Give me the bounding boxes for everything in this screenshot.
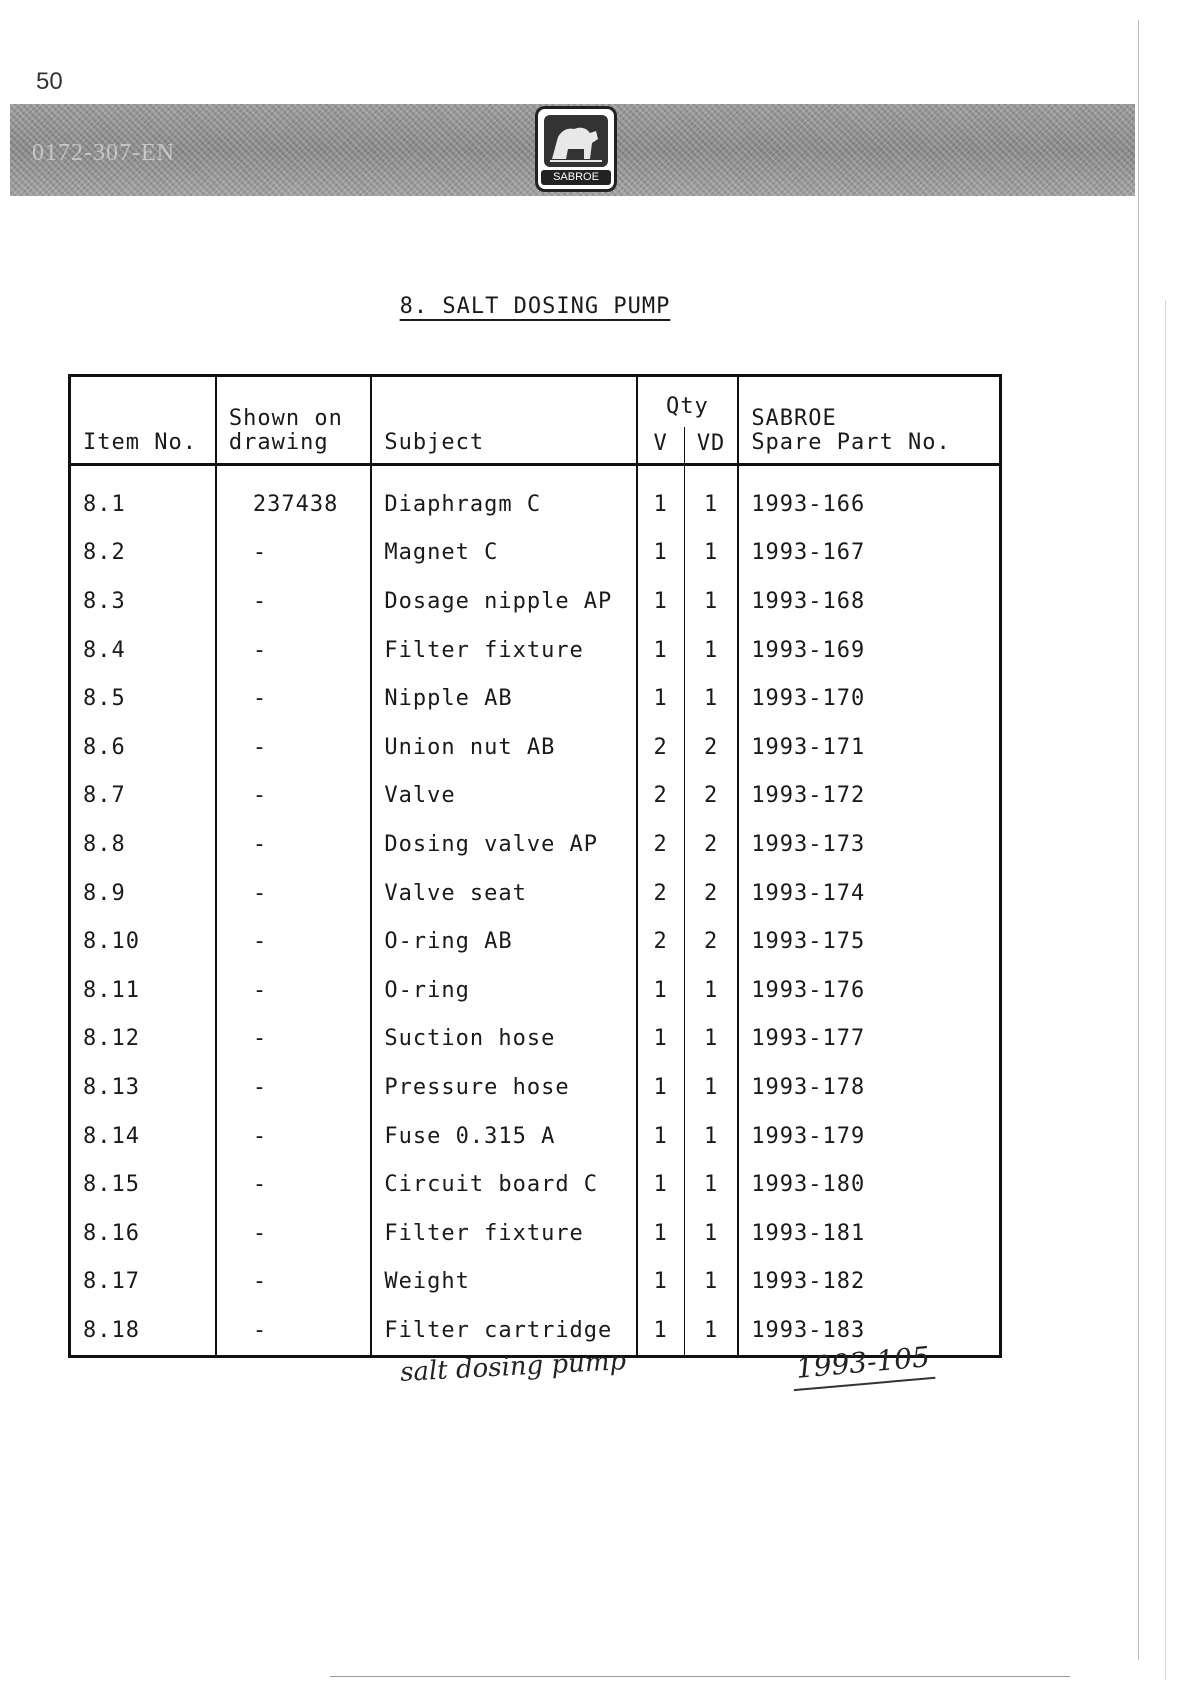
cell-qty-vd: 1 [684, 1112, 738, 1161]
table-row [70, 820, 1001, 869]
cell-spare-part-no: 1993-171 [738, 723, 1000, 772]
cell-shown-on-drawing: - [216, 966, 371, 1015]
cell-subject: Magnet C [371, 529, 636, 578]
cell-spare-part-no: 1993-182 [738, 1258, 1000, 1307]
cell-qty-vd: 1 [684, 1258, 738, 1307]
cell-subject: Suction hose [371, 1015, 636, 1064]
cell-subject: Filter cartridge [371, 1306, 636, 1356]
cell-qty-vd: 1 [684, 1306, 738, 1356]
cell-shown-on-drawing: - [216, 529, 371, 578]
cell-qty-v: 2 [637, 820, 685, 869]
cell-shown-on-drawing: - [216, 1063, 371, 1112]
table-row [70, 1258, 1001, 1307]
header-spare-part-no [738, 376, 1000, 465]
spare-parts-table-body [70, 465, 1001, 1357]
table-row [70, 1112, 1001, 1161]
cell-subject: Dosing valve AP [371, 820, 636, 869]
table-row [70, 772, 1001, 821]
cell-qty-v: 1 [637, 1112, 685, 1161]
cell-subject: Weight [371, 1258, 636, 1307]
cell-shown-on-drawing: - [216, 1258, 371, 1307]
cell-spare-part-no: 1993-175 [738, 917, 1000, 966]
table-row [70, 674, 1001, 723]
cell-qty-v: 1 [637, 1063, 685, 1112]
cell-item-no: 8.5 [70, 674, 216, 723]
scan-edge-line [1138, 20, 1139, 1660]
cell-qty-v: 1 [637, 1306, 685, 1356]
cell-spare-part-no: 1993-172 [738, 772, 1000, 821]
cell-spare-part-no: 1993-169 [738, 626, 1000, 675]
cell-shown-on-drawing: - [216, 820, 371, 869]
page-bottom-line [330, 1676, 1070, 1677]
cell-qty-vd: 1 [684, 1063, 738, 1112]
cell-item-no: 8.1 [70, 465, 216, 529]
cell-qty-vd: 1 [684, 1209, 738, 1258]
logo-wordmark: SABROE [541, 170, 611, 185]
cell-qty-vd: 1 [684, 577, 738, 626]
cell-subject: Diaphragm C [371, 465, 636, 529]
cell-shown-on-drawing: - [216, 869, 371, 918]
cell-item-no: 8.6 [70, 723, 216, 772]
cell-spare-part-no: 1993-183 [738, 1306, 1000, 1356]
cell-spare-part-no: 1993-166 [738, 465, 1000, 529]
cell-qty-v: 2 [637, 917, 685, 966]
header-spare-line1: SABROE [751, 406, 837, 431]
cell-qty-v: 1 [637, 577, 685, 626]
cell-qty-v: 2 [637, 869, 685, 918]
cell-qty-v: 1 [637, 626, 685, 675]
header-shown-on-line1: Shown on [228, 406, 343, 431]
cell-qty-v: 1 [637, 674, 685, 723]
cell-item-no: 8.10 [70, 917, 216, 966]
cell-qty-v: 2 [637, 772, 685, 821]
cell-spare-part-no: 1993-168 [738, 577, 1000, 626]
cell-qty-vd: 1 [684, 465, 738, 529]
table-row [70, 869, 1001, 918]
handwritten-note-right: 1993-105 [791, 1340, 936, 1391]
cell-subject: Dosage nipple AP [371, 577, 636, 626]
cell-spare-part-no: 1993-176 [738, 966, 1000, 1015]
cell-item-no: 8.16 [70, 1209, 216, 1258]
cell-qty-vd: 2 [684, 772, 738, 821]
header-item-no: Item No. [70, 376, 216, 465]
cell-qty-vd: 1 [684, 529, 738, 578]
header-shown-on-line2: drawing [228, 430, 329, 455]
cell-subject: Valve [371, 772, 636, 821]
header-shown-on-drawing [216, 376, 371, 465]
cell-qty-v: 1 [637, 1258, 685, 1307]
cell-spare-part-no: 1993-177 [738, 1015, 1000, 1064]
cell-spare-part-no: 1993-179 [738, 1112, 1000, 1161]
cell-subject: Filter fixture [371, 626, 636, 675]
table-row [70, 1160, 1001, 1209]
cell-subject: Filter fixture [371, 1209, 636, 1258]
cell-spare-part-no: 1993-170 [738, 674, 1000, 723]
cell-subject: Union nut AB [371, 723, 636, 772]
cell-shown-on-drawing: - [216, 626, 371, 675]
cell-spare-part-no: 1993-181 [738, 1209, 1000, 1258]
cell-shown-on-drawing: - [216, 1209, 371, 1258]
cell-item-no: 8.14 [70, 1112, 216, 1161]
cell-spare-part-no: 1993-174 [738, 869, 1000, 918]
cell-subject: Valve seat [371, 869, 636, 918]
cell-qty-vd: 1 [684, 626, 738, 675]
cell-qty-v: 1 [637, 1209, 685, 1258]
cell-item-no: 8.15 [70, 1160, 216, 1209]
cell-subject: Pressure hose [371, 1063, 636, 1112]
header-qty: Qty [637, 376, 739, 428]
cell-qty-vd: 1 [684, 674, 738, 723]
table-row [70, 1015, 1001, 1064]
document-code: 0172-307-EN [32, 140, 175, 166]
polar-bear-icon [544, 115, 608, 167]
cell-qty-v: 1 [637, 1160, 685, 1209]
table-row [70, 1209, 1001, 1258]
cell-spare-part-no: 1993-173 [738, 820, 1000, 869]
cell-qty-vd: 2 [684, 917, 738, 966]
cell-subject: Circuit board C [371, 1160, 636, 1209]
table-row [70, 626, 1001, 675]
table-row [70, 577, 1001, 626]
table-row [70, 1063, 1001, 1112]
cell-qty-v: 2 [637, 723, 685, 772]
cell-qty-vd: 2 [684, 723, 738, 772]
cell-qty-vd: 1 [684, 1160, 738, 1209]
cell-qty-v: 1 [637, 966, 685, 1015]
cell-subject: O-ring [371, 966, 636, 1015]
cell-item-no: 8.3 [70, 577, 216, 626]
cell-shown-on-drawing: 237438 [216, 465, 371, 529]
cell-qty-v: 1 [637, 1015, 685, 1064]
table-row [70, 529, 1001, 578]
cell-spare-part-no: 1993-167 [738, 529, 1000, 578]
cell-qty-v: 1 [637, 465, 685, 529]
page-number: 50 [36, 68, 63, 95]
cell-shown-on-drawing: - [216, 1015, 371, 1064]
cell-item-no: 8.8 [70, 820, 216, 869]
cell-shown-on-drawing: - [216, 917, 371, 966]
cell-qty-vd: 2 [684, 820, 738, 869]
cell-item-no: 8.7 [70, 772, 216, 821]
cell-item-no: 8.4 [70, 626, 216, 675]
cell-qty-vd: 2 [684, 869, 738, 918]
cell-shown-on-drawing: - [216, 1160, 371, 1209]
cell-item-no: 8.11 [70, 966, 216, 1015]
cell-subject: Fuse 0.315 A [371, 1112, 636, 1161]
cell-qty-v: 1 [637, 529, 685, 578]
table-row [70, 723, 1001, 772]
header-qty-v: V [637, 427, 685, 464]
handwritten-note-left: salt dosing pump [399, 1346, 627, 1388]
sabroe-logo [535, 106, 617, 192]
cell-shown-on-drawing: - [216, 772, 371, 821]
cell-spare-part-no: 1993-180 [738, 1160, 1000, 1209]
cell-item-no: 8.2 [70, 529, 216, 578]
header-spare-line2: Spare Part No. [751, 430, 951, 455]
cell-shown-on-drawing: - [216, 723, 371, 772]
cell-shown-on-drawing: - [216, 1112, 371, 1161]
cell-spare-part-no: 1993-178 [738, 1063, 1000, 1112]
cell-shown-on-drawing: - [216, 674, 371, 723]
header-band [10, 104, 1135, 196]
document-title: 8. SALT DOSING PUMP [399, 294, 671, 319]
cell-shown-on-drawing: - [216, 577, 371, 626]
cell-item-no: 8.13 [70, 1063, 216, 1112]
cell-subject: Nipple AB [371, 674, 636, 723]
cell-item-no: 8.12 [70, 1015, 216, 1064]
spare-parts-table [68, 374, 1002, 1358]
table-row [70, 917, 1001, 966]
cell-qty-vd: 1 [684, 966, 738, 1015]
cell-shown-on-drawing: - [216, 1306, 371, 1356]
cell-qty-vd: 1 [684, 1015, 738, 1064]
table-row [70, 966, 1001, 1015]
cell-item-no: 8.18 [70, 1306, 216, 1356]
cell-subject: O-ring AB [371, 917, 636, 966]
scan-edge-line-secondary [1165, 300, 1166, 1680]
header-subject: Subject [371, 376, 636, 465]
cell-item-no: 8.9 [70, 869, 216, 918]
table-row [70, 465, 1001, 529]
header-qty-vd: VD [684, 427, 738, 464]
cell-item-no: 8.17 [70, 1258, 216, 1307]
